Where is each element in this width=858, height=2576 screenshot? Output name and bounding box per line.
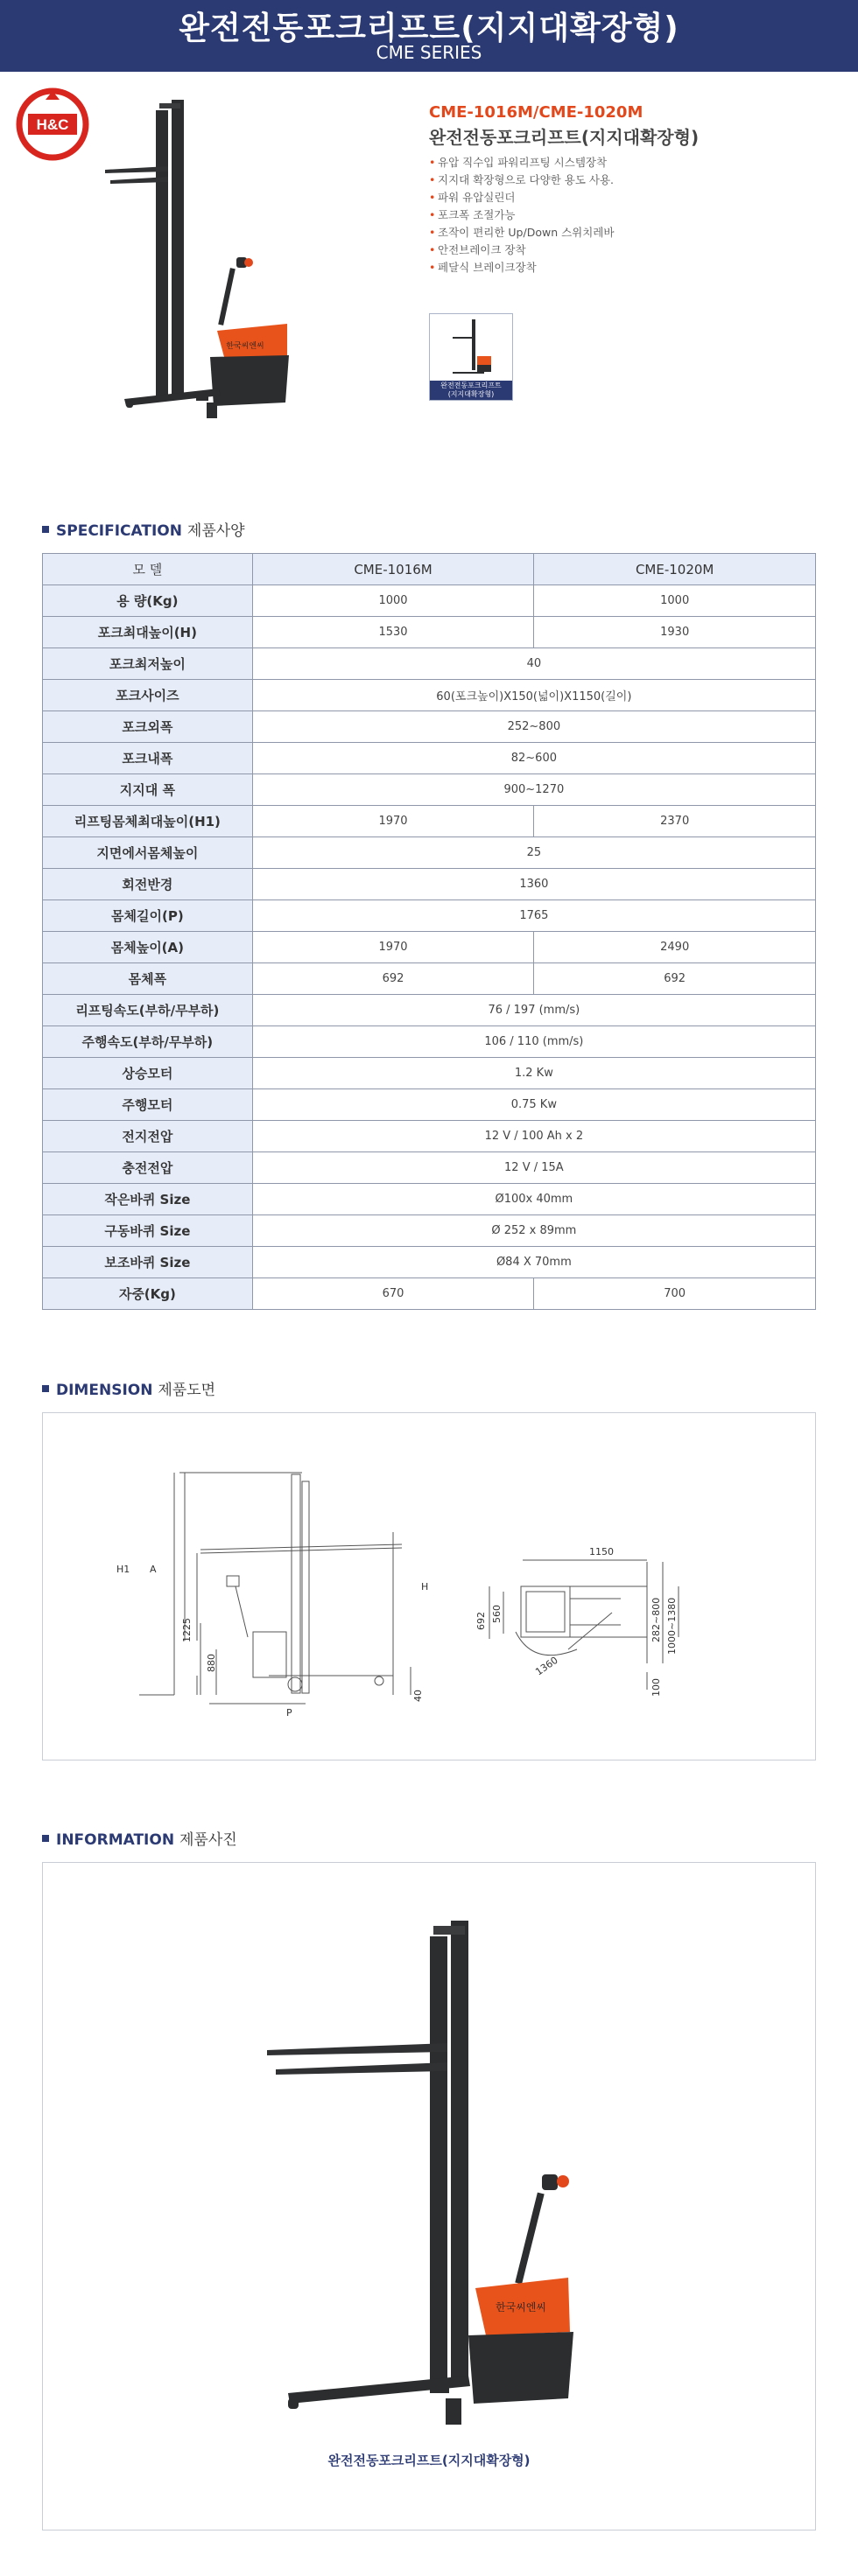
spec-row-label: 지면에서몸체높이 — [43, 837, 253, 869]
spec-row — [43, 995, 816, 1026]
spec-value-merged: Ø100x 40mm — [252, 1184, 815, 1215]
spec-row — [43, 1184, 816, 1215]
spec-value-merged: Ø84 X 70mm — [252, 1247, 815, 1278]
square-bullet-icon — [42, 1385, 49, 1392]
spec-row-label: 리프팅속도(부하/무부하) — [43, 995, 253, 1026]
spec-row — [43, 900, 816, 932]
thumbnail-image — [430, 314, 514, 382]
spec-value-model-1: 1000 — [252, 585, 534, 617]
spec-row-label: 용 량(Kg) — [43, 585, 253, 617]
feature-item: • 포크폭 조절가능 — [429, 206, 614, 224]
spec-row-label: 포크최대높이(H) — [43, 617, 253, 648]
information-heading-ko: 제품사진 — [179, 1831, 237, 1849]
feature-item: • 유압 직수입 파워리프팅 시스템장착 — [429, 154, 614, 172]
dim-label-560: 560 — [491, 1605, 503, 1623]
thumbnail-caption-line: 완전전동포크리프트 — [440, 382, 502, 389]
photo-body-label: 한국씨엔씨 — [496, 2301, 546, 2314]
dim-label-p: P — [286, 1707, 292, 1718]
spec-row — [43, 680, 816, 711]
spec-value-merged: 1360 — [252, 869, 815, 900]
spec-value-model-2: 2490 — [534, 932, 816, 963]
spec-value-model-2: 700 — [534, 1278, 816, 1310]
spec-row-label: 보조바퀴 Size — [43, 1247, 253, 1278]
brand-logo — [16, 88, 89, 161]
spec-row — [43, 711, 816, 743]
square-bullet-icon — [42, 1835, 49, 1842]
thumbnail-caption-line: (지지대확장형) — [447, 390, 495, 398]
product-title-block — [429, 103, 699, 149]
spec-row-label: 회전반경 — [43, 869, 253, 900]
spec-row-label: 작은바퀴 Size — [43, 1184, 253, 1215]
information-photo-box — [42, 1862, 816, 2530]
dim-label-1360: 1360 — [533, 1654, 560, 1678]
information-heading-en: INFORMATION — [56, 1831, 175, 1849]
dim-label-a: A — [150, 1564, 157, 1575]
dimension-drawing — [43, 1413, 817, 1761]
spec-value-model-1: 692 — [252, 963, 534, 995]
spec-header-label: 모 델 — [43, 554, 253, 585]
spec-row — [43, 806, 816, 837]
spec-value-model-1: 1970 — [252, 806, 534, 837]
spec-row — [43, 617, 816, 648]
dim-label-1150: 1150 — [589, 1546, 614, 1558]
spec-value-model-2: 692 — [534, 963, 816, 995]
spec-value-model-1: 1530 — [252, 617, 534, 648]
feature-item: • 지지대 확장형으로 다양한 용도 사용. — [429, 172, 614, 189]
spec-value-merged: 106 / 110 (mm/s) — [252, 1026, 815, 1058]
spec-row — [43, 932, 816, 963]
spec-value-merged: 82~600 — [252, 743, 815, 774]
spec-header-row — [43, 554, 816, 585]
spec-row-label: 주행모터 — [43, 1089, 253, 1121]
spec-section-heading — [42, 518, 245, 540]
dimension-heading-ko: 제품도면 — [158, 1382, 216, 1399]
spec-row — [43, 1089, 816, 1121]
spec-heading-ko: 제품사양 — [186, 522, 245, 540]
dim-label-1225: 1225 — [181, 1618, 193, 1642]
spec-row — [43, 648, 816, 680]
spec-value-merged: 76 / 197 (mm/s) — [252, 995, 815, 1026]
spec-header-model-2: CME-1020M — [534, 554, 816, 585]
spec-row-label: 포크내폭 — [43, 743, 253, 774]
spec-value-merged: Ø 252 x 89mm — [252, 1215, 815, 1247]
feature-item: • 페달식 브레이크장착 — [429, 259, 614, 276]
spec-header-model-1: CME-1016M — [252, 554, 534, 585]
spec-row-label: 리프팅몸체최대높이(H1) — [43, 806, 253, 837]
spec-value-merged: 12 V / 15A — [252, 1152, 815, 1184]
thumbnail-caption — [430, 381, 512, 400]
spec-value-model-1: 1970 — [252, 932, 534, 963]
product-model: CME-1016M/CME-1020M — [429, 103, 644, 122]
logo-text: H&C — [36, 116, 69, 133]
spec-value-merged: 900~1270 — [252, 774, 815, 806]
spec-row-label: 몸체높이(A) — [43, 932, 253, 963]
spec-value-model-2: 1000 — [534, 585, 816, 617]
dim-label-h1: H1 — [116, 1564, 130, 1575]
spec-row — [43, 1058, 816, 1089]
spec-value-merged: 1.2 Kw — [252, 1058, 815, 1089]
spec-value-merged: 0.75 Kw — [252, 1089, 815, 1121]
spec-row — [43, 1121, 816, 1152]
spec-row — [43, 1278, 816, 1310]
forklift-photo — [43, 1863, 817, 2440]
spec-value-model-1: 670 — [252, 1278, 534, 1310]
spec-row — [43, 1215, 816, 1247]
spec-row — [43, 869, 816, 900]
spec-row — [43, 585, 816, 617]
feature-item: • 안전브레이크 장착 — [429, 242, 614, 259]
dimension-heading-en: DIMENSION — [56, 1382, 153, 1399]
spec-row-label: 충전전압 — [43, 1152, 253, 1184]
spec-row — [43, 1152, 816, 1184]
spec-row — [43, 837, 816, 869]
spec-row-label: 상승모터 — [43, 1058, 253, 1089]
dimension-section-heading — [42, 1377, 215, 1399]
dimension-drawing-box — [42, 1412, 816, 1760]
banner-subtitle: CME SERIES — [376, 42, 482, 63]
spec-heading-en: SPECIFICATION — [56, 522, 182, 540]
dim-label-692: 692 — [475, 1612, 487, 1630]
dim-label-h: H — [421, 1581, 429, 1592]
spec-row-label: 지지대 폭 — [43, 774, 253, 806]
product-thumbnail[interactable] — [429, 313, 513, 401]
spec-row — [43, 1026, 816, 1058]
spec-row-label: 자중(Kg) — [43, 1278, 253, 1310]
spec-value-merged: 252~800 — [252, 711, 815, 743]
spec-row-label: 몸체폭 — [43, 963, 253, 995]
spec-row-label: 포크외폭 — [43, 711, 253, 743]
information-caption: 완전전동포크리프트(지지대확장형) — [327, 2453, 531, 2468]
forklift-hero-image — [105, 94, 333, 436]
banner-title: 완전전동포크리프트(지지대확장형) — [179, 10, 679, 46]
spec-row — [43, 774, 816, 806]
feature-list — [429, 154, 614, 276]
dim-label-1000-1380: 1000~1380 — [666, 1597, 678, 1655]
spec-row-label: 전지전압 — [43, 1121, 253, 1152]
spec-value-merged: 60(포크높이)X150(넓이)X1150(길이) — [252, 680, 815, 711]
spec-row-label: 주행속도(부하/무부하) — [43, 1026, 253, 1058]
feature-item: • 파워 유압실린더 — [429, 189, 614, 206]
feature-item: • 조작이 편리한 Up/Down 스위치레바 — [429, 224, 614, 242]
spec-value-merged: 40 — [252, 648, 815, 680]
spec-row — [43, 743, 816, 774]
spec-row-label: 몸체길이(P) — [43, 900, 253, 932]
spec-value-merged: 25 — [252, 837, 815, 869]
spec-row-label: 포크사이즈 — [43, 680, 253, 711]
spec-value-model-2: 2370 — [534, 806, 816, 837]
product-name: 완전전동포크리프트(지지대확장형) — [429, 127, 700, 148]
spec-value-model-2: 1930 — [534, 617, 816, 648]
spec-row — [43, 963, 816, 995]
title-banner — [0, 0, 858, 72]
spec-row — [43, 1247, 816, 1278]
spec-row-label: 포크최저높이 — [43, 648, 253, 680]
dim-label-100: 100 — [651, 1678, 662, 1697]
dim-label-282-800: 282~800 — [651, 1597, 662, 1642]
information-section-heading — [42, 1827, 237, 1849]
spec-table — [42, 553, 816, 1310]
dim-label-40: 40 — [412, 1690, 424, 1702]
spec-value-merged: 12 V / 100 Ah x 2 — [252, 1121, 815, 1152]
spec-value-merged: 1765 — [252, 900, 815, 932]
dim-label-880: 880 — [206, 1654, 217, 1672]
hero-body-label: 한국씨엔씨 — [226, 342, 264, 351]
spec-row-label: 구동바퀴 Size — [43, 1215, 253, 1247]
square-bullet-icon — [42, 526, 49, 533]
